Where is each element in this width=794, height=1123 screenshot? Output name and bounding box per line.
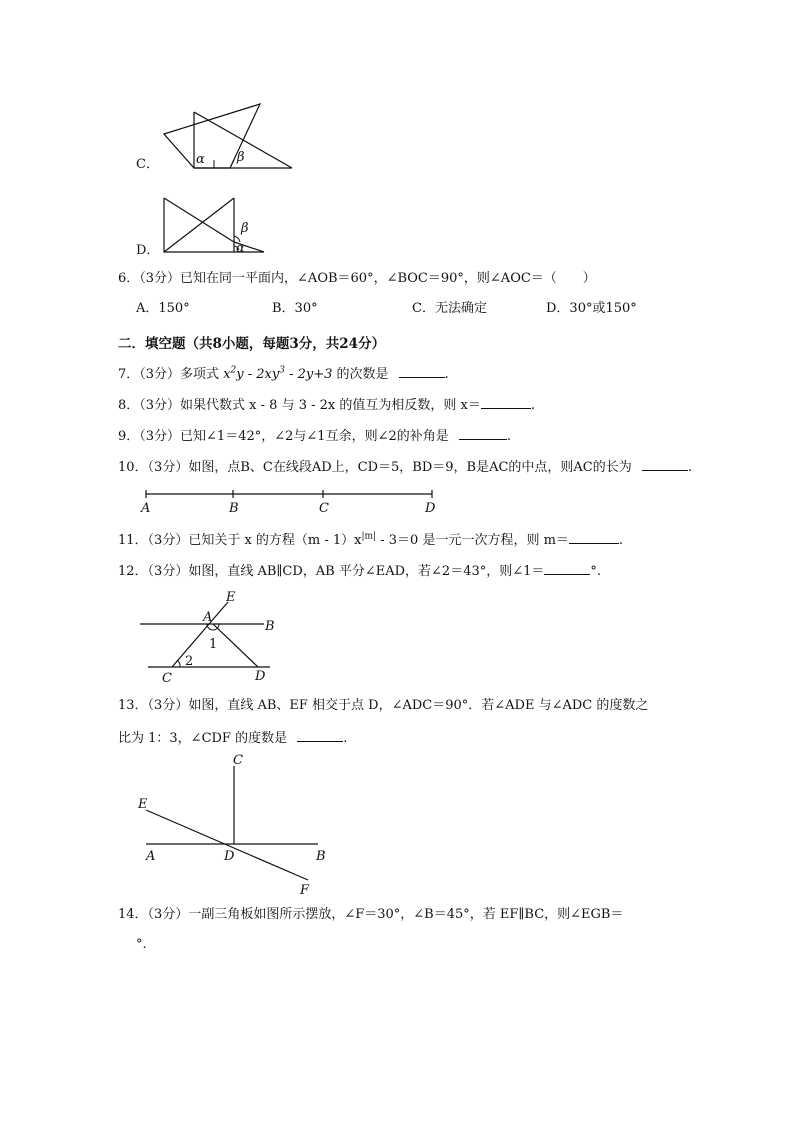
q9-stem [118, 426, 511, 446]
q13-stem-line2 [118, 728, 347, 748]
q10-text: 10．（3分）如图，点B、C在线段AD上，CD＝5，BD＝9，B是AC的中点，则AC的长为 [118, 460, 632, 475]
q11-sup: |m| [361, 531, 377, 542]
q10-segment-figure [140, 488, 440, 518]
q7-end: . [444, 367, 449, 382]
q5-option-d-label: D． [136, 243, 160, 258]
q12-stem [118, 561, 601, 581]
q12-label-c: C [162, 671, 172, 686]
q12-answer-blank[interactable] [544, 561, 590, 575]
q12-end: °. [590, 564, 602, 579]
q5-option-c-figure [160, 100, 300, 172]
q13-stem-line1: 13．（3分）如图，直线 AB、EF 相交于点 D，∠ADC＝90°．若∠ADE 与∠ADC 的度数之 [118, 698, 649, 713]
q14-stem-line2: °. [136, 937, 147, 952]
q6-option-b: B．30° [272, 301, 318, 316]
q8-stem [118, 395, 535, 415]
q10-point-b: B [229, 501, 239, 516]
q7-expr-a: x [223, 367, 231, 382]
q12-angle-1: 1 [209, 637, 218, 652]
q5-option-d-figure [160, 196, 270, 258]
q11-prefix: 11．（3分）已知关于 x 的方程（m - 1）x [118, 533, 362, 548]
q13-label-b: B [316, 849, 326, 864]
q13-label-d: D [224, 849, 235, 864]
q13-line2-text: 比为 1：3，∠CDF 的度数是 [118, 731, 288, 746]
q8-end: . [530, 398, 535, 413]
q6-option-c: C．无法确定 [412, 301, 487, 316]
section-header: 二．填空题（共8小题，每题3分，共24分） [118, 336, 386, 352]
q8-answer-blank[interactable] [481, 395, 531, 409]
q6-option-a: A．150° [136, 301, 190, 316]
q12-label-d: D [255, 669, 266, 684]
q7-expr-c: - 2y+3 [284, 367, 333, 382]
q6-option-d: D．30°或150° [546, 301, 637, 316]
q9-answer-blank[interactable] [459, 426, 507, 440]
q7-prefix: 7．（3分）多项式 [118, 367, 224, 382]
q5c-beta-label: β [237, 150, 245, 165]
q5c-alpha-label: α [196, 152, 205, 167]
q9-text: 9．（3分）已知∠1＝42°，∠2与∠1互余，则∠2的补角是 [118, 429, 449, 444]
q13-answer-blank[interactable] [297, 728, 343, 742]
q7-expr-b: y - 2xy [236, 367, 280, 382]
q11-end: . [618, 533, 624, 548]
q10-point-c: C [319, 501, 329, 516]
q13-end: . [343, 731, 348, 746]
q10-point-d: D [425, 501, 436, 516]
q12-parallel-lines-figure [136, 588, 286, 688]
q13-label-f: F [300, 883, 310, 898]
q10-answer-blank[interactable] [642, 457, 688, 471]
q12-text: 12．（3分）如图，直线 AB∥CD，AB 平分∠EAD，若∠2＝43°，则∠1＝ [118, 564, 545, 579]
q5d-alpha-label: α [236, 241, 245, 256]
q5d-beta-label: β [241, 221, 249, 236]
q7-sup-b: 3 [279, 365, 285, 376]
q9-end: . [506, 429, 512, 444]
q12-label-b: B [265, 619, 275, 634]
q13-label-a: A [146, 849, 156, 864]
q11-suffix: - 3＝0 是一元一次方程，则 m＝ [376, 533, 569, 548]
q11-answer-blank[interactable] [569, 530, 619, 544]
q12-label-e: E [226, 590, 236, 605]
q12-label-a: A [203, 610, 213, 625]
q12-angle-2: 2 [185, 654, 194, 669]
q14-stem-line1: 14．（3分）一副三角板如图所示摆放，∠F＝30°，∠B＝45°，若 EF∥BC，则∠EGB＝ [118, 907, 624, 922]
q13-label-e: E [138, 797, 148, 812]
q7-stem [118, 364, 449, 384]
q11-stem [118, 530, 623, 550]
q13-label-c: C [233, 753, 243, 768]
q10-end: . [687, 460, 693, 475]
q7-sup-a: 2 [230, 365, 237, 376]
q13-intersecting-lines-figure [136, 752, 336, 898]
q10-stem [118, 457, 692, 477]
q5-option-c-label: C． [136, 157, 159, 172]
q7-answer-blank[interactable] [399, 364, 445, 378]
q10-point-a: A [141, 501, 151, 516]
q8-text: 8．（3分）如果代数式 x - 8 与 3 - 2x 的值互为相反数，则 x＝ [118, 398, 481, 413]
q6-stem: 6．（3分）已知在同一平面内，∠AOB＝60°，∠BOC＝90°，则∠AOC＝（ ） [118, 271, 596, 286]
q7-suffix: 的次数是 [332, 367, 389, 382]
